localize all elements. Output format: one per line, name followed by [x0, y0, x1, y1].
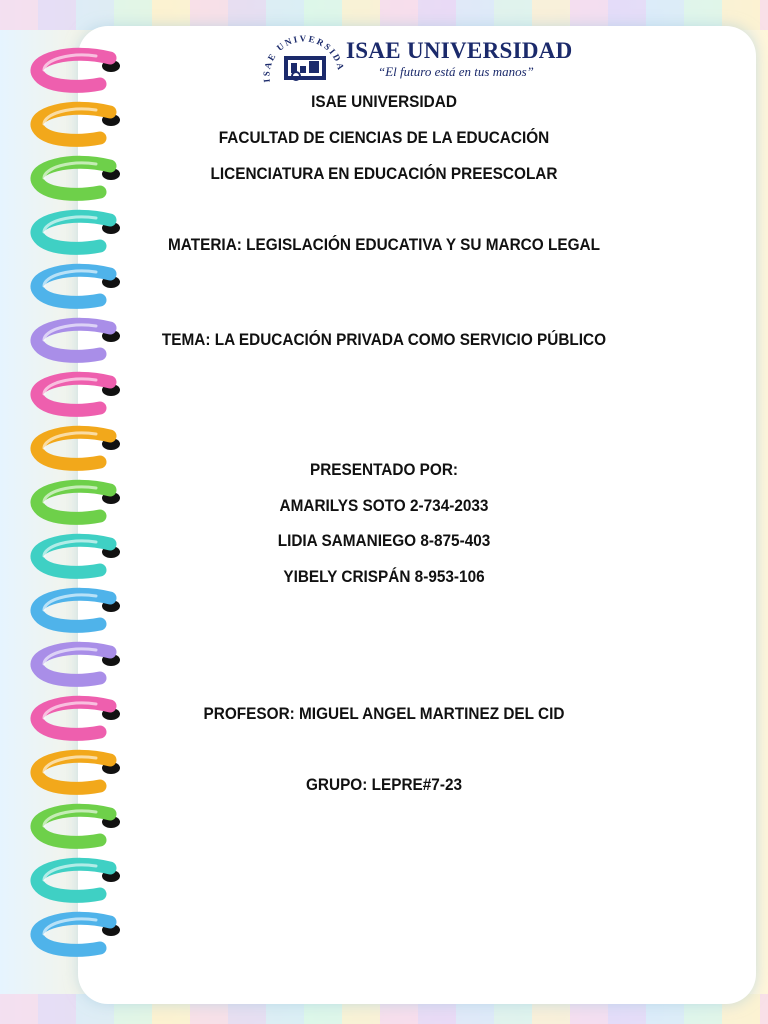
faculty-name: FACULTAD DE CIENCIAS DE LA EDUCACIÓN	[218, 129, 550, 147]
degree-name: LICENCIATURA EN EDUCACIÓN PREESCOLAR	[210, 165, 558, 183]
binding-ring	[37, 918, 120, 950]
brand-slogan: “El futuro está en tus manos”	[378, 64, 534, 79]
author-3: YIBELY CRISPÁN 8-953-106	[283, 568, 485, 586]
binding-ring	[37, 810, 120, 842]
author-1: AMARILYS SOTO 2-734-2033	[279, 497, 489, 515]
binding-ring	[37, 864, 120, 896]
logo-arc-text: ISAE UNIVERSIDA	[261, 33, 347, 83]
presented-by-heading: PRESENTADO POR:	[309, 461, 459, 479]
university-seal-icon	[258, 30, 348, 92]
binding-ring	[37, 648, 120, 680]
binding-ring	[37, 54, 120, 86]
binding-ring	[37, 594, 120, 626]
topic-line: TEMA: LA EDUCACIÓN PRIVADA COMO SERVICIO PÚBLICO	[161, 331, 607, 349]
group-line: GRUPO: LEPRE#7-23	[305, 776, 463, 794]
subject-line: MATERIA: LEGISLACIÓN EDUCATIVA Y SU MARCO LEGAL	[168, 236, 600, 254]
binding-ring	[37, 270, 120, 302]
brand-name: ISAE UNIVERSIDAD	[346, 38, 573, 63]
binding-ring	[37, 432, 120, 464]
binding-ring	[37, 378, 120, 410]
professor-line: PROFESOR: MIGUEL ANGEL MARTINEZ DEL CID	[203, 705, 565, 723]
university-logo	[258, 30, 578, 92]
author-2: LIDIA SAMANIEGO 8-875-403	[277, 532, 491, 550]
institution-name: ISAE UNIVERSIDAD	[311, 93, 457, 111]
